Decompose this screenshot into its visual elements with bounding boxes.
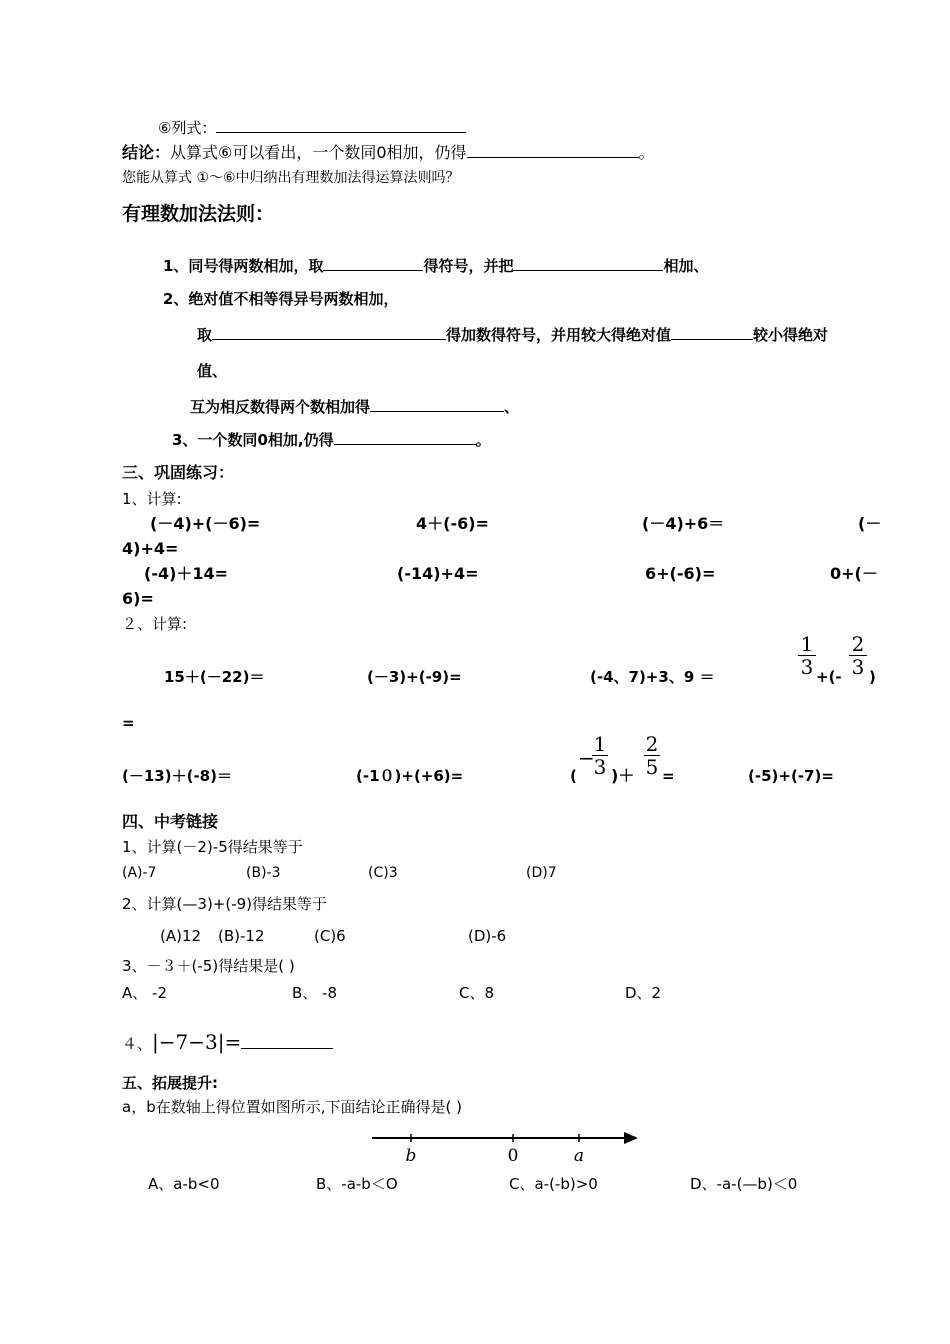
exam-q1-opt-c[interactable]: (C)3 <box>368 865 398 881</box>
exam-q1-opt-b[interactable]: (B)-3 <box>246 865 281 881</box>
extend-opt-d[interactable]: D、-a-(—b)＜0 <box>690 1175 798 1193</box>
expr-9: 15＋(－22)＝ <box>164 668 265 686</box>
expr-12: (－13)＋(-8)＝ <box>122 767 232 785</box>
rule-3-blank[interactable] <box>334 430 476 445</box>
expr-14: (-5)+(-7)= <box>748 767 834 785</box>
expr-11: (-4、7)+3、9 ＝ <box>590 668 715 686</box>
conclusion-blank[interactable] <box>467 143 639 158</box>
exam-q2-opt-b[interactable]: (B)-12 <box>218 927 265 945</box>
rule-1-blank-b[interactable] <box>513 256 663 271</box>
abs-expression: |−7−3|= <box>152 1030 242 1054</box>
formula-6-blank[interactable] <box>216 118 466 133</box>
rule-opposite: 互为相反数得两个数相加得 、 <box>190 398 520 416</box>
expr-6: (-14)+4= <box>397 564 479 583</box>
exam-q1: 1、计算(－2)-5得结果等于 <box>122 838 303 856</box>
extend-opt-b[interactable]: B、-a-b＜O <box>316 1175 398 1193</box>
rule-opposite-blank[interactable] <box>370 397 504 412</box>
exam-q3-opt-b[interactable]: B、 -8 <box>292 984 338 1002</box>
exam-heading: 四、中考链接 <box>122 812 219 831</box>
expr-4-cont: 4)+4= <box>122 539 179 558</box>
expr-10: (－3)+(-9)= <box>367 668 462 686</box>
expr-3: (－4)+6＝ <box>642 514 725 533</box>
formula-6-label: ⑥列式： <box>158 118 466 137</box>
rule-2-blank-a[interactable] <box>212 325 446 340</box>
practice-q1: 1、计算: <box>122 490 182 508</box>
close-paren: ) <box>869 668 876 686</box>
exam-q3-opt-c[interactable]: C、8 <box>459 984 495 1002</box>
exam-q3: 3、－３＋(-5)得结果是( ) <box>122 957 295 975</box>
exam-q4-blank[interactable] <box>241 1022 333 1049</box>
expr-2: 4＋(-6)= <box>416 514 489 533</box>
label-a: a <box>573 1146 585 1166</box>
plus-paren: +(- <box>816 668 842 686</box>
practice-heading: 三、巩固练习： <box>122 463 235 482</box>
conclusion-line: 结论：从算式⑥可以看出，一个数同0相加，仍得 。 <box>122 143 655 162</box>
equals-sign: = <box>662 767 675 785</box>
rule-2-cont: 值、 <box>197 362 228 380</box>
rule-2: 2、绝对值不相等得异号两数相加， <box>163 290 399 308</box>
close-paren-plus: )＋ <box>611 766 635 785</box>
number-line <box>368 1128 640 1168</box>
question-line: 您能从算式 ①～⑥中归纳出有理数加法得运算法则吗？ <box>122 170 460 186</box>
expr-8: 0+(－ <box>830 564 878 583</box>
extend-heading: 五、拓展提升: <box>122 1074 218 1092</box>
expr-5: (-4)＋14= <box>144 564 229 583</box>
exam-q3-opt-a[interactable]: A、 -2 <box>122 984 167 1002</box>
label-0: 0 <box>507 1146 519 1166</box>
extend-opt-a[interactable]: A、a-b<0 <box>148 1175 220 1193</box>
arrow-icon <box>624 1132 638 1144</box>
rule-3: 3、一个数同0相加,仍得 。 <box>172 431 491 449</box>
extend-opt-c[interactable]: C、a-(-b)>0 <box>509 1175 598 1193</box>
exam-q2-opt-c[interactable]: (C)6 <box>314 927 346 945</box>
expr-4: (－ <box>858 514 882 533</box>
equals-cont: = <box>122 714 135 732</box>
fraction-two-thirds: 2 3 <box>849 634 867 677</box>
expr-8-cont: 6)= <box>122 589 154 608</box>
exam-q2-opt-d[interactable]: (D)-6 <box>468 927 507 945</box>
rule-2-blank-b[interactable] <box>671 325 753 340</box>
exam-q3-opt-d[interactable]: D、2 <box>625 984 662 1002</box>
fraction-two-fifths: 2 5 <box>645 732 659 779</box>
exam-q1-opt-d[interactable]: (D)7 <box>526 865 557 881</box>
rule-1-blank-a[interactable] <box>323 256 423 271</box>
expr-13: (-1０)+(+6)= <box>356 767 464 785</box>
expr-1: (－4)+(－6)= <box>150 514 261 533</box>
practice-q2: ２、计算: <box>122 615 188 633</box>
expr-7: 6+(-6)= <box>645 564 716 583</box>
exam-q1-opt-a[interactable]: (A)-7 <box>122 865 157 881</box>
rule-1: 1、同号得两数相加，取 得符号，并把 相加、 <box>163 257 709 275</box>
label-b: b <box>405 1146 417 1166</box>
exam-q4: ４、|−7−3|= <box>122 1022 333 1054</box>
rule-2-line: 取 得加数得符号，并用较大得绝对值 较小得绝对 <box>197 326 829 344</box>
rules-heading: 有理数加法法则： <box>122 203 275 225</box>
exam-q2-opt-a[interactable]: (A)12 <box>160 927 202 945</box>
open-paren: ( <box>570 767 577 785</box>
extend-question: a，b在数轴上得位置如图所示,下面结论正确得是( ) <box>122 1098 462 1116</box>
fraction-one-third: 1 3 <box>798 634 816 677</box>
exam-q2: 2、计算(—3)+(-9)得结果等于 <box>122 895 328 913</box>
